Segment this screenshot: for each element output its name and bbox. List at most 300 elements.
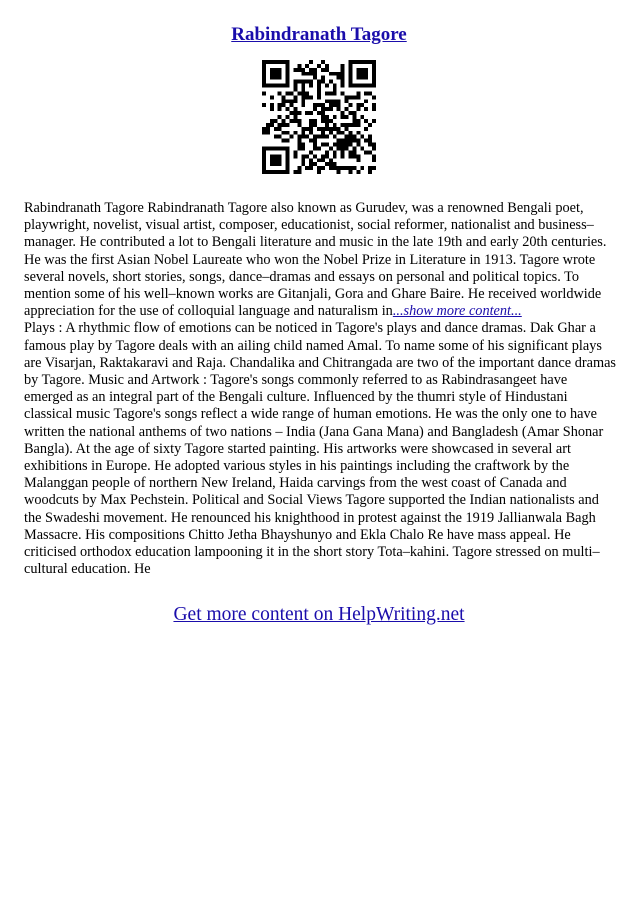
qr-module: [329, 146, 333, 150]
qr-module: [333, 143, 337, 147]
qr-module: [301, 146, 305, 150]
qr-module: [348, 80, 352, 84]
qr-module: [360, 146, 364, 150]
qr-module: [286, 154, 290, 158]
qr-module: [341, 68, 345, 72]
qr-module: [356, 103, 360, 107]
qr-module: [341, 154, 345, 158]
qr-module: [333, 135, 337, 139]
qr-module: [321, 127, 325, 131]
qr-module: [293, 88, 297, 92]
qr-module: [313, 119, 317, 123]
qr-module: [325, 162, 329, 166]
qr-module: [356, 107, 360, 111]
qr-module: [333, 99, 337, 103]
qr-module: [360, 68, 364, 72]
qr-module: [278, 123, 282, 127]
qr-module: [270, 76, 274, 80]
qr-module: [329, 99, 333, 103]
qr-module: [278, 158, 282, 162]
qr-module: [293, 115, 297, 119]
qr-module: [352, 150, 356, 154]
qr-module: [372, 107, 376, 111]
qr-module: [345, 166, 349, 170]
qr-module: [278, 170, 282, 174]
qr-module: [301, 80, 305, 84]
qr-module: [372, 72, 376, 76]
qr-module: [368, 123, 372, 127]
qr-module: [341, 115, 345, 119]
qr-module: [317, 146, 321, 150]
qr-module: [278, 107, 282, 111]
qr-module: [329, 162, 333, 166]
qr-module: [309, 80, 313, 84]
qr-module: [348, 170, 352, 174]
qr-module: [262, 68, 266, 72]
qr-module: [329, 107, 333, 111]
qr-module: [309, 139, 313, 143]
qr-module: [321, 158, 325, 162]
qr-module: [305, 127, 309, 131]
qr-module: [321, 68, 325, 72]
show-more-link[interactable]: ...show more content...: [392, 303, 522, 320]
qr-module: [329, 166, 333, 170]
qr-module: [274, 60, 278, 64]
qr-module: [372, 76, 376, 80]
qr-module: [293, 84, 297, 88]
qr-module: [325, 107, 329, 111]
qr-module: [317, 95, 321, 99]
qr-code-icon: [262, 60, 376, 174]
get-more-content-link[interactable]: Get more content on HelpWriting.net: [173, 604, 465, 625]
qr-module: [270, 123, 274, 127]
qr-module: [293, 107, 297, 111]
qr-module: [356, 119, 360, 123]
qr-module: [364, 68, 368, 72]
qr-module: [293, 111, 297, 115]
qr-module: [282, 103, 286, 107]
qr-module: [348, 111, 352, 115]
qr-module: [313, 162, 317, 166]
qr-module: [282, 123, 286, 127]
qr-module: [333, 166, 337, 170]
qr-module: [274, 135, 278, 139]
qr-module: [293, 154, 297, 158]
qr-module: [313, 143, 317, 147]
qr-module: [286, 60, 290, 64]
qr-module: [270, 146, 274, 150]
qr-module: [333, 115, 337, 119]
qr-module: [348, 76, 352, 80]
qr-module: [352, 146, 356, 150]
qr-module: [356, 91, 360, 95]
qr-module: [286, 139, 290, 143]
qr-module: [321, 135, 325, 139]
qr-module: [352, 95, 356, 99]
qr-module: [345, 143, 349, 147]
qr-module: [333, 72, 337, 76]
qr-module: [360, 103, 364, 107]
qr-module: [345, 135, 349, 139]
qr-module: [278, 146, 282, 150]
qr-module: [274, 162, 278, 166]
qr-module: [301, 103, 305, 107]
qr-module: [348, 139, 352, 143]
qr-module: [341, 84, 345, 88]
qr-module: [321, 143, 325, 147]
qr-module: [348, 72, 352, 76]
qr-module: [317, 103, 321, 107]
qr-module: [345, 127, 349, 131]
qr-module: [262, 166, 266, 170]
qr-module: [274, 119, 278, 123]
qr-module: [317, 166, 321, 170]
qr-module: [329, 119, 333, 123]
qr-module: [345, 99, 349, 103]
qr-module: [321, 111, 325, 115]
qr-module: [293, 119, 297, 123]
qr-module: [329, 80, 333, 84]
qr-module: [321, 60, 325, 64]
qr-module: [321, 103, 325, 107]
qr-module: [325, 91, 329, 95]
qr-module: [309, 150, 313, 154]
qr-module: [333, 91, 337, 95]
qr-module: [348, 166, 352, 170]
qr-module: [270, 170, 274, 174]
qr-module: [286, 64, 290, 68]
qr-module: [372, 119, 376, 123]
qr-module: [368, 143, 372, 147]
qr-module: [262, 150, 266, 154]
qr-module: [356, 139, 360, 143]
qr-module: [345, 146, 349, 150]
qr-module: [290, 91, 294, 95]
qr-module: [372, 68, 376, 72]
qr-module: [348, 64, 352, 68]
qr-module: [297, 166, 301, 170]
footer-promo: [0, 603, 638, 627]
qr-module: [317, 127, 321, 131]
qr-module: [372, 60, 376, 64]
qr-module: [301, 162, 305, 166]
title-link[interactable]: Rabindranath Tagore: [231, 24, 407, 45]
qr-module: [341, 80, 345, 84]
qr-module: [356, 131, 360, 135]
qr-module: [352, 154, 356, 158]
qr-module: [301, 158, 305, 162]
qr-module: [348, 103, 352, 107]
qr-module: [301, 131, 305, 135]
qr-module: [368, 135, 372, 139]
qr-module: [356, 158, 360, 162]
qr-module: [356, 143, 360, 147]
qr-module: [337, 166, 341, 170]
qr-module: [352, 123, 356, 127]
qr-module: [368, 91, 372, 95]
qr-module: [301, 68, 305, 72]
qr-module: [333, 162, 337, 166]
qr-module: [270, 95, 274, 99]
qr-module: [278, 135, 282, 139]
qr-module: [274, 154, 278, 158]
qr-module: [274, 84, 278, 88]
qr-module: [313, 76, 317, 80]
qr-module: [297, 111, 301, 115]
qr-module: [274, 68, 278, 72]
qr-module: [348, 154, 352, 158]
qr-module: [356, 123, 360, 127]
qr-module: [356, 72, 360, 76]
qr-module: [352, 111, 356, 115]
qr-module: [262, 162, 266, 166]
qr-module: [305, 91, 309, 95]
qr-module: [301, 154, 305, 158]
qr-module: [282, 84, 286, 88]
qr-module: [270, 162, 274, 166]
qr-module: [286, 99, 290, 103]
qr-module: [329, 103, 333, 107]
qr-module: [360, 115, 364, 119]
qr-module: [266, 84, 270, 88]
qr-module: [360, 72, 364, 76]
qr-module: [345, 107, 349, 111]
qr-module: [313, 123, 317, 127]
qr-module: [325, 84, 329, 88]
qr-module: [356, 154, 360, 158]
qr-module: [372, 154, 376, 158]
qr-module: [368, 166, 372, 170]
qr-module: [278, 60, 282, 64]
qr-module: [293, 131, 297, 135]
qr-module: [313, 146, 317, 150]
qr-module: [372, 80, 376, 84]
qr-module: [341, 131, 345, 135]
qr-module: [297, 170, 301, 174]
qr-module: [286, 84, 290, 88]
qr-module: [321, 76, 325, 80]
qr-module: [274, 146, 278, 150]
qr-module: [341, 150, 345, 154]
qr-module: [341, 64, 345, 68]
qr-module: [337, 146, 341, 150]
qr-module: [321, 154, 325, 158]
qr-module: [368, 139, 372, 143]
qr-module: [364, 84, 368, 88]
qr-module: [266, 146, 270, 150]
qr-module: [317, 91, 321, 95]
qr-module: [262, 131, 266, 135]
qr-module: [262, 64, 266, 68]
qr-module: [352, 119, 356, 123]
qr-module: [262, 72, 266, 76]
qr-module: [262, 127, 266, 131]
qr-module: [262, 146, 266, 150]
qr-module: [297, 146, 301, 150]
qr-module: [348, 143, 352, 147]
qr-module: [337, 143, 341, 147]
article-body: [24, 200, 616, 578]
qr-module: [317, 170, 321, 174]
qr-module: [309, 84, 313, 88]
qr-module: [352, 139, 356, 143]
qr-module: [333, 154, 337, 158]
qr-module: [278, 103, 282, 107]
qr-module: [333, 150, 337, 154]
qr-module: [282, 60, 286, 64]
qr-module: [301, 135, 305, 139]
qr-module: [352, 84, 356, 88]
qr-module: [270, 103, 274, 107]
qr-module: [364, 76, 368, 80]
qr-module: [341, 123, 345, 127]
qr-module: [313, 107, 317, 111]
qr-module: [352, 166, 356, 170]
qr-module: [274, 170, 278, 174]
qr-module: [337, 131, 341, 135]
qr-module: [317, 111, 321, 115]
qr-module: [364, 139, 368, 143]
qr-module: [309, 95, 313, 99]
qr-module: [301, 72, 305, 76]
qr-module: [364, 99, 368, 103]
qr-module: [313, 139, 317, 143]
qr-module: [333, 103, 337, 107]
qr-module: [309, 111, 313, 115]
qr-module: [301, 127, 305, 131]
qr-module: [270, 60, 274, 64]
qr-module: [360, 76, 364, 80]
qr-module: [356, 60, 360, 64]
qr-module: [364, 119, 368, 123]
qr-module: [348, 135, 352, 139]
qr-module: [372, 84, 376, 88]
qr-module: [301, 95, 305, 99]
qr-module: [321, 80, 325, 84]
qr-module: [309, 166, 313, 170]
qr-module: [360, 135, 364, 139]
qr-module: [290, 99, 294, 103]
qr-module: [321, 131, 325, 135]
qr-module: [286, 131, 290, 135]
qr-module: [309, 158, 313, 162]
qr-module: [309, 68, 313, 72]
qr-module: [325, 154, 329, 158]
qr-module: [364, 107, 368, 111]
qr-module: [337, 99, 341, 103]
qr-module: [286, 150, 290, 154]
qr-module: [348, 84, 352, 88]
qr-module: [286, 158, 290, 162]
qr-module: [286, 146, 290, 150]
qr-module: [325, 115, 329, 119]
qr-module: [372, 158, 376, 162]
qr-module: [341, 111, 345, 115]
qr-module: [282, 119, 286, 123]
qr-module: [270, 72, 274, 76]
qr-module: [325, 68, 329, 72]
qr-module: [305, 95, 309, 99]
qr-module: [348, 150, 352, 154]
qr-module: [348, 95, 352, 99]
qr-module: [341, 91, 345, 95]
qr-module: [341, 146, 345, 150]
qr-module: [329, 127, 333, 131]
qr-module: [337, 127, 341, 131]
qr-module: [372, 146, 376, 150]
qr-module: [286, 91, 290, 95]
qr-module: [372, 95, 376, 99]
qr-module: [262, 80, 266, 84]
qr-module: [337, 170, 341, 174]
qr-module: [364, 150, 368, 154]
qr-module: [305, 154, 309, 158]
qr-module: [352, 135, 356, 139]
qr-module: [313, 135, 317, 139]
qr-module: [317, 64, 321, 68]
qr-module: [305, 64, 309, 68]
qr-module: [301, 91, 305, 95]
qr-module: [337, 139, 341, 143]
qr-module: [262, 76, 266, 80]
qr-code-graphic: [262, 60, 376, 174]
qr-module: [345, 115, 349, 119]
qr-module: [356, 95, 360, 99]
qr-module: [345, 123, 349, 127]
qr-module: [333, 123, 337, 127]
qr-module: [290, 103, 294, 107]
qr-module: [305, 166, 309, 170]
qr-module: [341, 72, 345, 76]
qr-module: [325, 135, 329, 139]
qr-module: [364, 72, 368, 76]
qr-module: [278, 154, 282, 158]
qr-module: [286, 68, 290, 72]
qr-module: [262, 60, 266, 64]
qr-module: [313, 103, 317, 107]
qr-module: [297, 135, 301, 139]
qr-module: [348, 60, 352, 64]
qr-module: [266, 123, 270, 127]
qr-module: [297, 68, 301, 72]
qr-module: [368, 150, 372, 154]
qr-module: [337, 103, 341, 107]
qr-module: [325, 143, 329, 147]
qr-module: [309, 60, 313, 64]
qr-module: [325, 123, 329, 127]
qr-module: [262, 84, 266, 88]
intro-text: Rabindranath Tagore Rabindranath Tagore also known as Gurudev, was a renowned Bengali poet, playwright, novelist, visual artist, composer, educationist, social reformer, nationalist and business–manager. He contributed a lot to Bengali literature and music in the late 19th and early 20th centuries. He was the first Asian Nobel Laureate who won the Nobel Prize in Literature in 1913. Tagore wrote several novels, short stories, songs, dance–dramas and essays on personal and political topics. To mention some of his well–known works are Gitanjali, Gora and Ghare Baire. He received worldwide appreciation for the use of colloquial language and naturalism in: [24, 200, 607, 320]
qr-module: [297, 91, 301, 95]
page-title: [0, 22, 638, 48]
qr-module: [372, 103, 376, 107]
intro-paragraph: [24, 200, 616, 320]
qr-module: [348, 131, 352, 135]
qr-module: [309, 119, 313, 123]
qr-module: [360, 60, 364, 64]
qr-module: [341, 139, 345, 143]
qr-module: [305, 135, 309, 139]
qr-module: [360, 166, 364, 170]
qr-module: [266, 131, 270, 135]
qr-module: [345, 95, 349, 99]
qr-module: [309, 127, 313, 131]
qr-module: [309, 123, 313, 127]
qr-module: [325, 64, 329, 68]
qr-module: [278, 91, 282, 95]
qr-module: [282, 146, 286, 150]
qr-module: [313, 72, 317, 76]
